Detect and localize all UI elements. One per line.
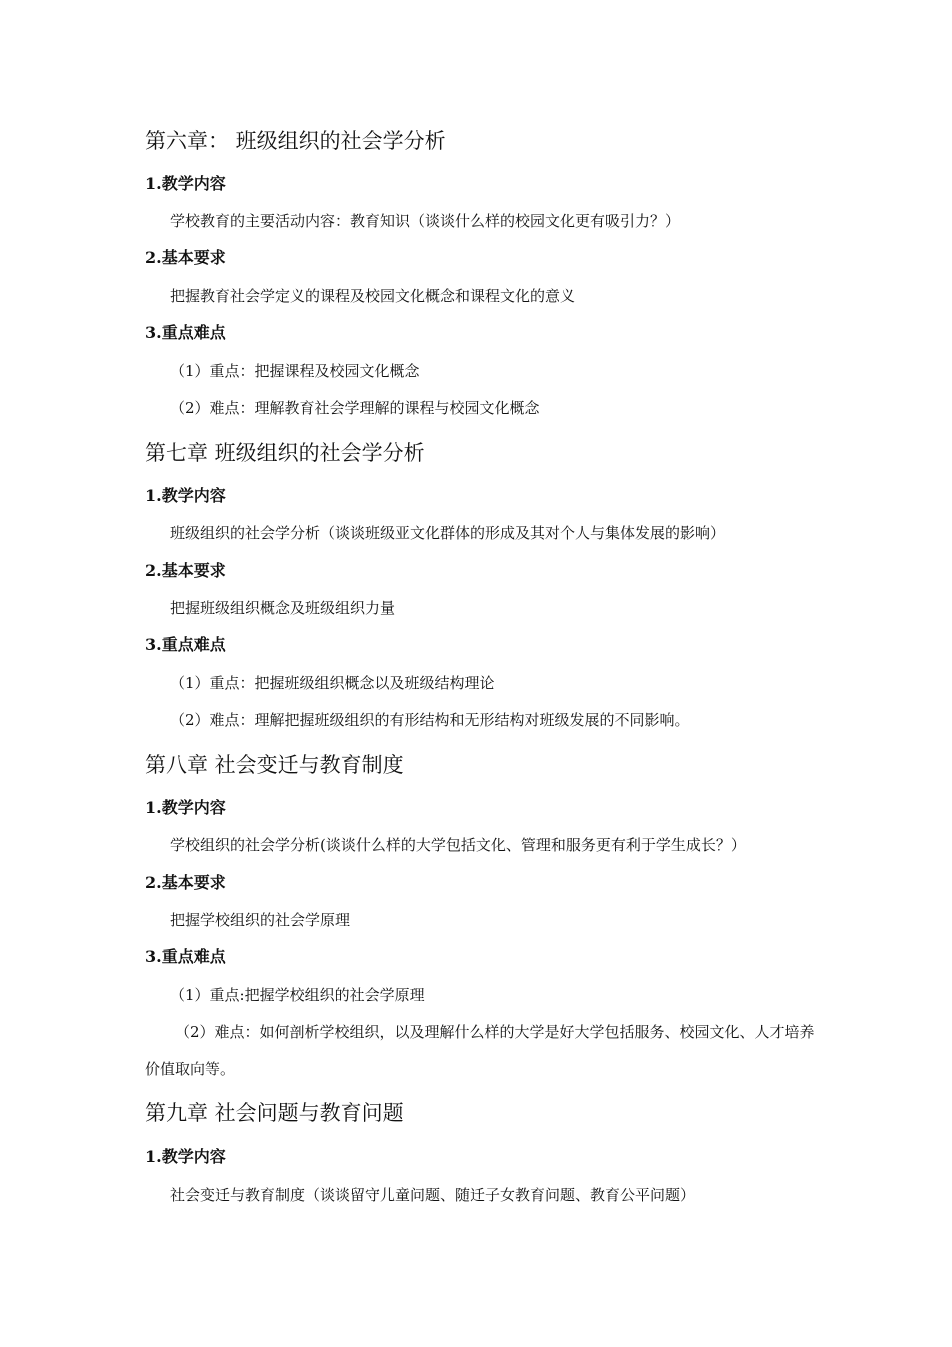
chapter-7-keypoint-1: （1）重点：把握班级组织概念以及班级结构理论 [170,674,495,692]
chapter-9-title: 第九章 社会问题与教育问题 [145,1101,404,1125]
chapter-6-content-text: 学校教育的主要活动内容：教育知识（谈谈什么样的校园文化更有吸引力？） [170,212,681,230]
chapter-9-content-text: 社会变迁与教育制度（谈谈留守儿童问题、随迁子女教育问题、教育公平问题） [170,1186,696,1204]
chapter-7-section-keypoints-heading: 3.重点难点 [145,635,226,654]
chapter-8-section-keypoints-heading: 3.重点难点 [145,947,226,966]
chapter-6-keypoint-2: （2）难点：理解教育社会学理解的课程与校园文化概念 [170,399,540,417]
chapter-8-keypoint-2: （2）难点：如何剖析学校组织，以及理解什么样的大学是好大学包括服务、校园文化、人才培养价值取向等。 [145,1023,815,1078]
chapter-8-requirements-text: 把握学校组织的社会学原理 [170,911,351,929]
chapter-6-title: 第六章： 班级组织的社会学分析 [145,129,446,153]
chapter-7-requirements-text: 把握班级组织概念及班级组织力量 [170,599,396,617]
chapter-6-keypoint-1: （1）重点：把握课程及校园文化概念 [170,362,420,380]
chapter-6-section-content-heading: 1.教学内容 [145,174,226,193]
chapter-7-section-content-heading: 1.教学内容 [145,486,226,505]
chapter-8-title: 第八章 社会变迁与教育制度 [145,753,404,777]
chapter-8-keypoint-1: （1）重点:把握学校组织的社会学原理 [170,986,425,1004]
chapter-9-section-content-heading: 1.教学内容 [145,1147,226,1166]
chapter-6-section-requirements-heading: 2.基本要求 [145,248,226,267]
chapter-7-content-text: 班级组织的社会学分析（谈谈班级亚文化群体的形成及其对个人与集体发展的影响） [170,524,726,542]
chapter-6-section-keypoints-heading: 3.重点难点 [145,323,226,342]
chapter-8-section-content-heading: 1.教学内容 [145,798,226,817]
chapter-6-requirements-text: 把握教育社会学定义的课程及校园文化概念和课程文化的意义 [170,287,576,305]
chapter-8-section-requirements-heading: 2.基本要求 [145,873,226,892]
chapter-7-keypoint-2: （2）难点：理解把握班级组织的有形结构和无形结构对班级发展的不同影响。 [170,711,690,729]
chapter-8-content-text: 学校组织的社会学分析(谈谈什么样的大学包括文化、管理和服务更有利于学生成长？） [170,836,746,854]
chapter-7-section-requirements-heading: 2.基本要求 [145,561,226,580]
chapter-7-title: 第七章 班级组织的社会学分析 [145,441,425,465]
